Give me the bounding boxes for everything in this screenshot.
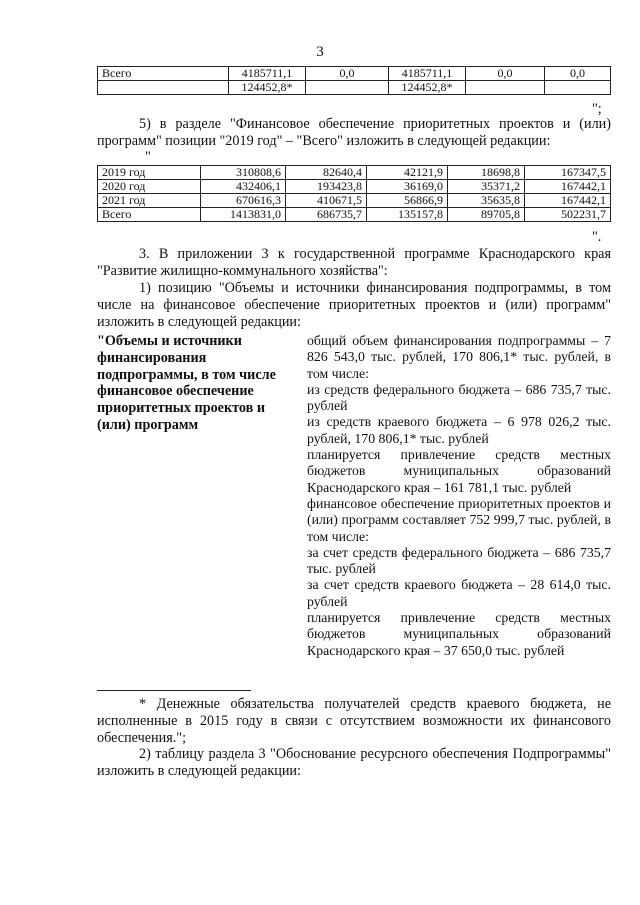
- table-cell: 82640,4: [286, 166, 367, 180]
- opening-quote: ": [145, 149, 151, 165]
- table-cell: 167442,1: [525, 180, 611, 194]
- table-cell: Всего: [98, 208, 201, 222]
- table-cell: 35371,2: [448, 180, 525, 194]
- table-cell: 0,0: [545, 67, 611, 81]
- table-cell: 0,0: [466, 67, 545, 81]
- table-cell: [545, 81, 611, 95]
- table-cell: 2020 год: [98, 180, 201, 194]
- table-cell: 167347,5: [525, 166, 611, 180]
- table-cell: 1413831,0: [201, 208, 286, 222]
- closing-quote: ";: [592, 101, 602, 117]
- passport-line: за счет средств краевого бюджета – 28 614,0 тыс. рублей: [307, 577, 611, 609]
- passport-line: из средств федерального бюджета – 686 735,7 тыс. рублей: [307, 381, 611, 414]
- paragraph-3: 3. В приложении 3 к государственной программе Краснодарского края "Развитие жилищно-коммунального хозяйства":: [97, 246, 611, 279]
- totals-table: [97, 66, 611, 95]
- table-cell: 432406,1: [201, 180, 286, 194]
- table-cell: 0,0: [306, 67, 389, 81]
- table-cell: 124452,8*: [389, 81, 466, 95]
- table-cell: 4185711,1: [389, 67, 466, 81]
- table-row: [98, 208, 611, 222]
- table-cell: 670616,3: [201, 194, 286, 208]
- table-row: [98, 180, 611, 194]
- table-row: [98, 81, 611, 95]
- passport-values: [307, 333, 611, 659]
- table-cell: [306, 81, 389, 95]
- table-cell: 2021 год: [98, 194, 201, 208]
- table-cell: 502231,7: [525, 208, 611, 222]
- table-cell: 124452,8*: [229, 81, 306, 95]
- passport-heading: "Объемы и источники финансирования подпрограммы, в том числе финансовое обеспечение приоритетных проектов и (или) программ: [97, 333, 276, 433]
- table-cell: 56866,9: [367, 194, 448, 208]
- passport-line: за счет средств федерального бюджета – 686 735,7 тыс. рублей: [307, 544, 611, 577]
- table-cell: 89705,8: [448, 208, 525, 222]
- table-row: [98, 166, 611, 180]
- passport-line: общий объем финансирования подпрограммы – 7 826 543,0 тыс. рублей, 170 806,1* тыс. рублей, в том числе:: [307, 333, 611, 381]
- years-table: [97, 165, 611, 222]
- paragraph-2: 2) таблицу раздела 3 "Обоснование ресурсного обеспечения Подпрограммы" изложить в следующей редакции:: [97, 746, 611, 779]
- passport-line: из средств краевого бюджета – 6 978 026,2 тыс. рублей, 170 806,1* тыс. рублей: [307, 414, 611, 446]
- table-row: [98, 194, 611, 208]
- closing-quote: ".: [592, 229, 602, 245]
- table-cell: 36169,0: [367, 180, 448, 194]
- footnote: * Денежные обязательства получателей средств краевого бюджета, не исполненные в 2015 году в связи с отсутствием возможности их финансового обеспечения.";: [97, 696, 611, 746]
- table-cell: 193423,8: [286, 180, 367, 194]
- table-cell: 135157,8: [367, 208, 448, 222]
- table-cell: 310808,6: [201, 166, 286, 180]
- paragraph-5: 5) в разделе "Финансовое обеспечение приоритетных проектов и (или) программ" позиции "2019 год" – "Всего" изложить в следующей редакции:: [97, 116, 611, 149]
- table-cell: 35635,8: [448, 194, 525, 208]
- passport-line: финансовое обеспечение приоритетных проектов и (или) программ составляет 752 999,7 тыс. рублей, в том числе:: [307, 495, 611, 544]
- table-cell: [98, 81, 229, 95]
- table-cell: 2019 год: [98, 166, 201, 180]
- table-cell: 18698,8: [448, 166, 525, 180]
- table-cell: 686735,7: [286, 208, 367, 222]
- passport-line: планируется привлечение средств местных бюджетов муниципальных образований Краснодарского края – 37 650,0 тыс. рублей: [307, 610, 611, 658]
- table-cell: 410671,5: [286, 194, 367, 208]
- table-cell: 167442,1: [525, 194, 611, 208]
- table-cell: 42121,9: [367, 166, 448, 180]
- page-number: 3: [316, 44, 324, 60]
- table-cell: Всего: [98, 67, 229, 81]
- passport-line: планируется привлечение средств местных бюджетов муниципальных образований Краснодарского края – 161 781,1 тыс. рублей: [307, 447, 611, 495]
- paragraph-3-item-1: 1) позицию "Объемы и источники финансирования подпрограммы, в том числе на финансовое обеспечение приоритетных проектов и (или) программ" изложить в следующей редакции:: [97, 280, 611, 330]
- footnote-divider: [97, 690, 251, 691]
- table-row: [98, 67, 611, 81]
- table-cell: 4185711,1: [229, 67, 306, 81]
- table-cell: [466, 81, 545, 95]
